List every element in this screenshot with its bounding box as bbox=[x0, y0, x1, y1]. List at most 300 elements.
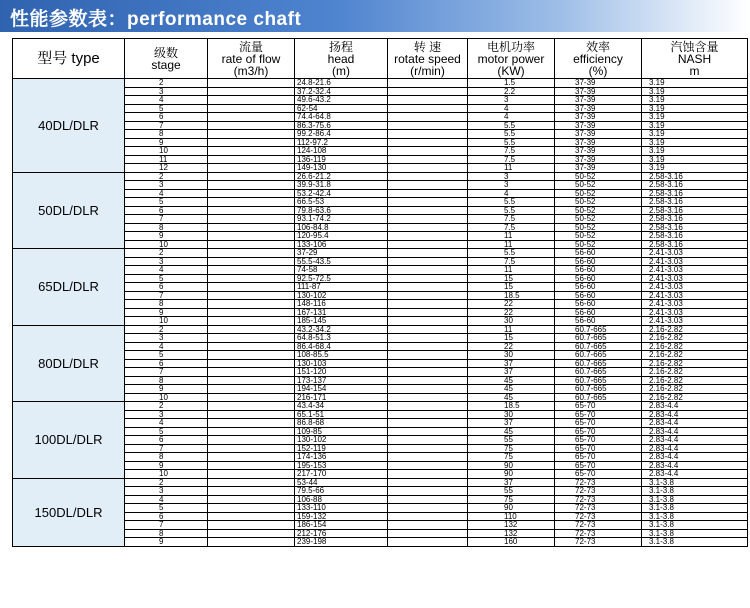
efficiency-cell: 65-70 bbox=[555, 470, 642, 479]
nash-cell: 3.19 bbox=[642, 155, 748, 164]
nash-cell: 2.58-3.16 bbox=[642, 198, 748, 207]
efficiency-cell: 72-73 bbox=[555, 529, 642, 538]
stage-cell: 3 bbox=[125, 334, 208, 343]
efficiency-cell: 56-60 bbox=[555, 283, 642, 292]
head-cell: 124-108 bbox=[295, 147, 388, 156]
stage-cell: 2 bbox=[125, 172, 208, 181]
speed-cell bbox=[388, 189, 468, 198]
flow-cell bbox=[208, 436, 295, 445]
head-cell: 86.4-68.4 bbox=[295, 342, 388, 351]
nash-cell: 2.58-3.16 bbox=[642, 206, 748, 215]
stage-cell: 9 bbox=[125, 308, 208, 317]
efficiency-cell: 60.7-665 bbox=[555, 393, 642, 402]
head-cell: 133-110 bbox=[295, 504, 388, 513]
flow-cell bbox=[208, 359, 295, 368]
speed-cell bbox=[388, 300, 468, 309]
nash-cell: 2.83-4.4 bbox=[642, 453, 748, 462]
nash-cell: 2.83-4.4 bbox=[642, 402, 748, 411]
nash-cell: 2.16-2.82 bbox=[642, 385, 748, 394]
nash-cell: 2.16-2.82 bbox=[642, 368, 748, 377]
nash-cell: 2.41-3.03 bbox=[642, 274, 748, 283]
efficiency-cell: 72-73 bbox=[555, 495, 642, 504]
efficiency-cell: 60.7-665 bbox=[555, 359, 642, 368]
power-cell: 5.5 bbox=[468, 206, 555, 215]
header-power-en: motor power bbox=[477, 51, 545, 66]
flow-cell bbox=[208, 138, 295, 147]
efficiency-cell: 37-39 bbox=[555, 138, 642, 147]
speed-cell bbox=[388, 376, 468, 385]
stage-cell: 9 bbox=[125, 538, 208, 547]
header-head-en: head bbox=[327, 51, 355, 66]
efficiency-cell: 60.7-665 bbox=[555, 385, 642, 394]
efficiency-cell: 72-73 bbox=[555, 504, 642, 513]
nash-cell: 2.16-2.82 bbox=[642, 376, 748, 385]
nash-cell: 3.19 bbox=[642, 79, 748, 88]
power-cell: 18.5 bbox=[468, 291, 555, 300]
head-cell: 26.6-21.2 bbox=[295, 172, 388, 181]
flow-cell bbox=[208, 385, 295, 394]
nash-cell: 2.16-2.82 bbox=[642, 325, 748, 334]
speed-cell bbox=[388, 427, 468, 436]
flow-cell bbox=[208, 342, 295, 351]
stage-cell: 2 bbox=[125, 402, 208, 411]
head-cell: 130-102 bbox=[295, 436, 388, 445]
flow-cell bbox=[208, 215, 295, 224]
efficiency-cell: 37-39 bbox=[555, 155, 642, 164]
efficiency-cell: 65-70 bbox=[555, 444, 642, 453]
power-cell: 1.5 bbox=[468, 79, 555, 88]
nash-cell: 2.83-4.4 bbox=[642, 444, 748, 453]
flow-cell bbox=[208, 495, 295, 504]
power-cell: 45 bbox=[468, 376, 555, 385]
flow-cell bbox=[208, 206, 295, 215]
performance-table-wrap bbox=[12, 38, 747, 589]
efficiency-cell: 37-39 bbox=[555, 96, 642, 105]
efficiency-cell: 37-39 bbox=[555, 104, 642, 113]
stage-cell: 5 bbox=[125, 274, 208, 283]
stage-cell: 2 bbox=[125, 249, 208, 258]
nash-cell: 3.19 bbox=[642, 104, 748, 113]
stage-cell: 7 bbox=[125, 121, 208, 130]
speed-cell bbox=[388, 342, 468, 351]
power-cell: 132 bbox=[468, 521, 555, 530]
efficiency-cell: 50-52 bbox=[555, 223, 642, 232]
power-cell: 3 bbox=[468, 96, 555, 105]
stage-cell: 2 bbox=[125, 478, 208, 487]
efficiency-cell: 60.7-665 bbox=[555, 334, 642, 343]
efficiency-cell: 65-70 bbox=[555, 427, 642, 436]
header-eff-cn: 效率 bbox=[585, 39, 610, 54]
flow-cell bbox=[208, 300, 295, 309]
speed-cell bbox=[388, 495, 468, 504]
head-cell: 151-120 bbox=[295, 368, 388, 377]
stage-cell: 9 bbox=[125, 385, 208, 394]
stage-cell: 2 bbox=[125, 79, 208, 88]
nash-cell: 2.83-4.4 bbox=[642, 427, 748, 436]
efficiency-cell: 60.7-665 bbox=[555, 325, 642, 334]
speed-cell bbox=[388, 249, 468, 258]
speed-cell bbox=[388, 419, 468, 428]
power-cell: 90 bbox=[468, 504, 555, 513]
nash-cell: 2.58-3.16 bbox=[642, 181, 748, 190]
stage-cell: 4 bbox=[125, 96, 208, 105]
power-cell: 11 bbox=[468, 325, 555, 334]
head-cell: 148-116 bbox=[295, 300, 388, 309]
efficiency-cell: 65-70 bbox=[555, 419, 642, 428]
efficiency-cell: 56-60 bbox=[555, 308, 642, 317]
flow-cell bbox=[208, 410, 295, 419]
head-cell: 24.8-21.6 bbox=[295, 79, 388, 88]
nash-cell: 3.1-3.8 bbox=[642, 512, 748, 521]
flow-cell bbox=[208, 504, 295, 513]
nash-cell: 3.1-3.8 bbox=[642, 478, 748, 487]
header-speed-en: rotate speed bbox=[394, 51, 461, 66]
efficiency-cell: 50-52 bbox=[555, 172, 642, 181]
stage-cell: 12 bbox=[125, 164, 208, 173]
speed-cell bbox=[388, 453, 468, 462]
speed-cell bbox=[388, 436, 468, 445]
head-cell: 133-106 bbox=[295, 240, 388, 249]
header-flow-en: rate of flow bbox=[221, 51, 281, 66]
flow-cell bbox=[208, 113, 295, 122]
head-cell: 66.5-53 bbox=[295, 198, 388, 207]
speed-cell bbox=[388, 538, 468, 547]
stage-cell: 10 bbox=[125, 393, 208, 402]
nash-cell: 2.83-4.4 bbox=[642, 461, 748, 470]
stage-cell: 7 bbox=[125, 368, 208, 377]
efficiency-cell: 60.7-665 bbox=[555, 368, 642, 377]
head-cell: 173-137 bbox=[295, 376, 388, 385]
efficiency-cell: 37-39 bbox=[555, 113, 642, 122]
efficiency-cell: 56-60 bbox=[555, 274, 642, 283]
header-head bbox=[295, 39, 388, 79]
power-cell: 11 bbox=[468, 266, 555, 275]
title-banner bbox=[0, 0, 750, 32]
flow-cell bbox=[208, 461, 295, 470]
flow-cell bbox=[208, 130, 295, 139]
header-stage-en: stage bbox=[151, 57, 181, 72]
speed-cell bbox=[388, 257, 468, 266]
flow-cell bbox=[208, 155, 295, 164]
speed-cell bbox=[388, 104, 468, 113]
header-head-unit: (m) bbox=[332, 63, 350, 78]
nash-cell: 3.1-3.8 bbox=[642, 529, 748, 538]
power-cell: 75 bbox=[468, 444, 555, 453]
head-cell: 37.2-32.4 bbox=[295, 87, 388, 96]
stage-cell: 7 bbox=[125, 521, 208, 530]
flow-cell bbox=[208, 223, 295, 232]
head-cell: 74-58 bbox=[295, 266, 388, 275]
nash-cell: 2.41-3.03 bbox=[642, 317, 748, 326]
nash-cell: 3.19 bbox=[642, 121, 748, 130]
flow-cell bbox=[208, 172, 295, 181]
head-cell: 108-85.5 bbox=[295, 351, 388, 360]
head-cell: 136-119 bbox=[295, 155, 388, 164]
efficiency-cell: 50-52 bbox=[555, 232, 642, 241]
header-stage-cn: 级数 bbox=[153, 45, 178, 60]
speed-cell bbox=[388, 402, 468, 411]
nash-cell: 2.16-2.82 bbox=[642, 351, 748, 360]
power-cell: 55 bbox=[468, 436, 555, 445]
flow-cell bbox=[208, 164, 295, 173]
header-speed-cn: 转 速 bbox=[413, 39, 442, 54]
flow-cell bbox=[208, 96, 295, 105]
nash-cell: 2.83-4.4 bbox=[642, 470, 748, 479]
power-cell: 45 bbox=[468, 393, 555, 402]
head-cell: 65.1-51 bbox=[295, 410, 388, 419]
flow-cell bbox=[208, 121, 295, 130]
nash-cell: 3.1-3.8 bbox=[642, 487, 748, 496]
page-title: 性能参数表：performance chaft bbox=[10, 9, 302, 30]
header-row bbox=[13, 39, 748, 79]
nash-cell: 3.19 bbox=[642, 96, 748, 105]
header-stage bbox=[125, 39, 208, 79]
nash-cell: 2.83-4.4 bbox=[642, 436, 748, 445]
stage-cell: 7 bbox=[125, 444, 208, 453]
flow-cell bbox=[208, 274, 295, 283]
stage-cell: 6 bbox=[125, 206, 208, 215]
head-cell: 74.4-64.8 bbox=[295, 113, 388, 122]
head-cell: 216-171 bbox=[295, 393, 388, 402]
stage-cell: 4 bbox=[125, 419, 208, 428]
power-cell: 7.5 bbox=[468, 215, 555, 224]
speed-cell bbox=[388, 172, 468, 181]
flow-cell bbox=[208, 470, 295, 479]
speed-cell bbox=[388, 113, 468, 122]
stage-cell: 8 bbox=[125, 300, 208, 309]
flow-cell bbox=[208, 402, 295, 411]
head-cell: 79.8-63.6 bbox=[295, 206, 388, 215]
efficiency-cell: 65-70 bbox=[555, 410, 642, 419]
speed-cell bbox=[388, 325, 468, 334]
power-cell: 75 bbox=[468, 495, 555, 504]
speed-cell bbox=[388, 478, 468, 487]
head-cell: 111-87 bbox=[295, 283, 388, 292]
speed-cell bbox=[388, 385, 468, 394]
stage-cell: 5 bbox=[125, 198, 208, 207]
flow-cell bbox=[208, 240, 295, 249]
nash-cell: 3.19 bbox=[642, 147, 748, 156]
stage-cell: 3 bbox=[125, 181, 208, 190]
power-cell: 30 bbox=[468, 351, 555, 360]
stage-cell: 2 bbox=[125, 325, 208, 334]
nash-cell: 3.19 bbox=[642, 113, 748, 122]
head-cell: 212-176 bbox=[295, 529, 388, 538]
power-cell: 132 bbox=[468, 529, 555, 538]
header-flow-cn: 流量 bbox=[238, 39, 263, 54]
stage-cell: 4 bbox=[125, 495, 208, 504]
flow-cell bbox=[208, 104, 295, 113]
flow-cell bbox=[208, 249, 295, 258]
table-row bbox=[13, 478, 748, 487]
head-cell: 152-119 bbox=[295, 444, 388, 453]
flow-cell bbox=[208, 334, 295, 343]
power-cell: 5.5 bbox=[468, 121, 555, 130]
head-cell: 174-136 bbox=[295, 453, 388, 462]
stage-cell: 6 bbox=[125, 359, 208, 368]
stage-cell: 10 bbox=[125, 147, 208, 156]
header-nash-cn: 汽蚀含量 bbox=[670, 39, 719, 54]
power-cell: 37 bbox=[468, 478, 555, 487]
stage-cell: 7 bbox=[125, 215, 208, 224]
table-row bbox=[13, 325, 748, 334]
speed-cell bbox=[388, 79, 468, 88]
efficiency-cell: 60.7-665 bbox=[555, 376, 642, 385]
power-cell: 5.5 bbox=[468, 249, 555, 258]
efficiency-cell: 72-73 bbox=[555, 521, 642, 530]
flow-cell bbox=[208, 198, 295, 207]
speed-cell bbox=[388, 206, 468, 215]
speed-cell bbox=[388, 130, 468, 139]
power-cell: 30 bbox=[468, 317, 555, 326]
nash-cell: 3.1-3.8 bbox=[642, 538, 748, 547]
flow-cell bbox=[208, 521, 295, 530]
power-cell: 37 bbox=[468, 368, 555, 377]
speed-cell bbox=[388, 529, 468, 538]
power-cell: 55 bbox=[468, 487, 555, 496]
head-cell: 130-103 bbox=[295, 359, 388, 368]
head-cell: 55.5-43.5 bbox=[295, 257, 388, 266]
header-power bbox=[468, 39, 555, 79]
header-type: 型号 type bbox=[13, 39, 125, 79]
head-cell: 79.5-66 bbox=[295, 487, 388, 496]
nash-cell: 3.1-3.8 bbox=[642, 521, 748, 530]
model-cell: 150DL/DLR bbox=[13, 478, 125, 546]
power-cell: 11 bbox=[468, 232, 555, 241]
efficiency-cell: 56-60 bbox=[555, 257, 642, 266]
header-speed-unit: (r/min) bbox=[410, 63, 445, 78]
header-flow-unit: (m3/h) bbox=[233, 63, 269, 78]
flow-cell bbox=[208, 266, 295, 275]
efficiency-cell: 60.7-665 bbox=[555, 342, 642, 351]
power-cell: 45 bbox=[468, 427, 555, 436]
stage-cell: 7 bbox=[125, 291, 208, 300]
flow-cell bbox=[208, 393, 295, 402]
nash-cell: 2.41-3.03 bbox=[642, 300, 748, 309]
table-body bbox=[13, 79, 748, 547]
model-cell: 50DL/DLR bbox=[13, 172, 125, 249]
flow-cell bbox=[208, 419, 295, 428]
speed-cell bbox=[388, 232, 468, 241]
power-cell: 22 bbox=[468, 308, 555, 317]
nash-cell: 2.16-2.82 bbox=[642, 334, 748, 343]
power-cell: 18.5 bbox=[468, 402, 555, 411]
header-nash bbox=[642, 39, 748, 79]
efficiency-cell: 72-73 bbox=[555, 487, 642, 496]
speed-cell bbox=[388, 317, 468, 326]
nash-cell: 2.41-3.03 bbox=[642, 308, 748, 317]
efficiency-cell: 56-60 bbox=[555, 300, 642, 309]
power-cell: 7.5 bbox=[468, 155, 555, 164]
efficiency-cell: 50-52 bbox=[555, 206, 642, 215]
speed-cell bbox=[388, 121, 468, 130]
stage-cell: 6 bbox=[125, 436, 208, 445]
flow-cell bbox=[208, 283, 295, 292]
stage-cell: 3 bbox=[125, 257, 208, 266]
nash-cell: 3.1-3.8 bbox=[642, 504, 748, 513]
flow-cell bbox=[208, 232, 295, 241]
flow-cell bbox=[208, 308, 295, 317]
speed-cell bbox=[388, 487, 468, 496]
power-cell: 2.2 bbox=[468, 87, 555, 96]
stage-cell: 3 bbox=[125, 410, 208, 419]
power-cell: 37 bbox=[468, 419, 555, 428]
power-cell: 7.5 bbox=[468, 257, 555, 266]
power-cell: 7.5 bbox=[468, 223, 555, 232]
speed-cell bbox=[388, 164, 468, 173]
nash-cell: 2.58-3.16 bbox=[642, 240, 748, 249]
nash-cell: 3.19 bbox=[642, 130, 748, 139]
efficiency-cell: 37-39 bbox=[555, 79, 642, 88]
head-cell: 86.8-68 bbox=[295, 419, 388, 428]
stage-cell: 5 bbox=[125, 104, 208, 113]
efficiency-cell: 50-52 bbox=[555, 240, 642, 249]
stage-cell: 6 bbox=[125, 512, 208, 521]
header-flow bbox=[208, 39, 295, 79]
efficiency-cell: 56-60 bbox=[555, 317, 642, 326]
header-speed bbox=[388, 39, 468, 79]
header-power-unit: (KW) bbox=[497, 63, 525, 78]
efficiency-cell: 72-73 bbox=[555, 478, 642, 487]
head-cell: 239-198 bbox=[295, 538, 388, 547]
flow-cell bbox=[208, 87, 295, 96]
nash-cell: 2.58-3.16 bbox=[642, 172, 748, 181]
power-cell: 30 bbox=[468, 410, 555, 419]
speed-cell bbox=[388, 138, 468, 147]
head-cell: 53.2-42.4 bbox=[295, 189, 388, 198]
stage-cell: 8 bbox=[125, 529, 208, 538]
efficiency-cell: 37-39 bbox=[555, 130, 642, 139]
head-cell: 194-154 bbox=[295, 385, 388, 394]
efficiency-cell: 37-39 bbox=[555, 147, 642, 156]
power-cell: 5.5 bbox=[468, 138, 555, 147]
head-cell: 43.2-34.2 bbox=[295, 325, 388, 334]
stage-cell: 3 bbox=[125, 487, 208, 496]
head-cell: 186-154 bbox=[295, 521, 388, 530]
flow-cell bbox=[208, 368, 295, 377]
head-cell: 120-95.4 bbox=[295, 232, 388, 241]
power-cell: 45 bbox=[468, 385, 555, 394]
speed-cell bbox=[388, 240, 468, 249]
power-cell: 4 bbox=[468, 113, 555, 122]
speed-cell bbox=[388, 444, 468, 453]
efficiency-cell: 50-52 bbox=[555, 215, 642, 224]
header-nash-en: NASH bbox=[677, 51, 712, 66]
head-cell: 106-88 bbox=[295, 495, 388, 504]
speed-cell bbox=[388, 147, 468, 156]
nash-cell: 2.58-3.16 bbox=[642, 189, 748, 198]
head-cell: 130-102 bbox=[295, 291, 388, 300]
power-cell: 15 bbox=[468, 274, 555, 283]
power-cell: 5.5 bbox=[468, 198, 555, 207]
head-cell: 39.9-31.8 bbox=[295, 181, 388, 190]
efficiency-cell: 72-73 bbox=[555, 512, 642, 521]
speed-cell bbox=[388, 291, 468, 300]
stage-cell: 5 bbox=[125, 504, 208, 513]
nash-cell: 3.19 bbox=[642, 164, 748, 173]
power-cell: 75 bbox=[468, 453, 555, 462]
speed-cell bbox=[388, 334, 468, 343]
speed-cell bbox=[388, 359, 468, 368]
model-cell: 40DL/DLR bbox=[13, 79, 125, 173]
efficiency-cell: 65-70 bbox=[555, 453, 642, 462]
efficiency-cell: 65-70 bbox=[555, 436, 642, 445]
flow-cell bbox=[208, 351, 295, 360]
nash-cell: 3.19 bbox=[642, 138, 748, 147]
speed-cell bbox=[388, 266, 468, 275]
head-cell: 86.3-75.6 bbox=[295, 121, 388, 130]
speed-cell bbox=[388, 283, 468, 292]
